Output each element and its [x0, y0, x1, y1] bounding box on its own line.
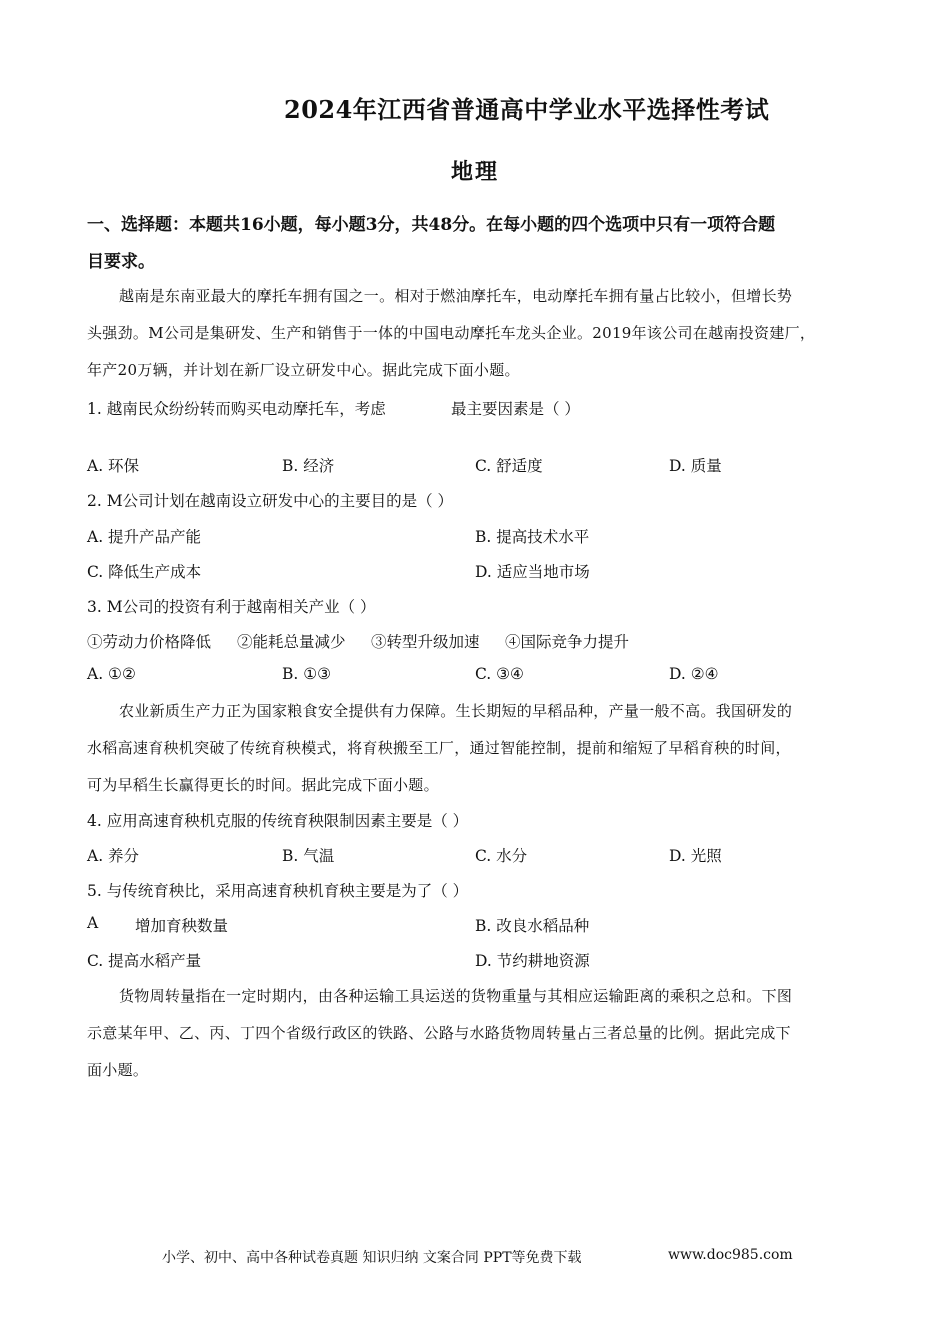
q3-item-2: ②能耗总量减少: [237, 633, 346, 651]
passage2-line1: 农业新质生产力正为国家粮食安全提供有力保障。生长期短的早稻品种，产量一般不高。我国研发的: [119, 702, 793, 720]
q3-option-c: C. ③④: [475, 665, 524, 683]
q1-stem-part2: 最主要因素是（ ）: [451, 400, 580, 418]
footer-url[interactable]: www.doc985.com: [668, 1247, 793, 1263]
q2-option-a: A. 提升产品产能: [87, 528, 202, 546]
q1-option-c: C. 舒适度: [475, 457, 543, 475]
q4-stem: 4. 应用高速育秧机克服的传统育秧限制因素主要是（ ）: [87, 812, 469, 830]
q4-option-a: A. 养分: [87, 847, 140, 865]
q2-option-d: D. 适应当地市场: [475, 563, 590, 581]
q3-item-4: ④国际竞争力提升: [505, 633, 630, 651]
q1-option-d: D. 质量: [669, 457, 722, 475]
q3-option-a: A. ①②: [87, 665, 136, 683]
q3-option-d: D. ②④: [669, 665, 719, 683]
passage1-line2: 头强劲。M公司是集研发、生产和销售于一体的中国电动摩托车龙头企业。2019年该公司在越南投资建厂，: [87, 324, 816, 342]
q4-option-d: D. 光照: [669, 847, 722, 865]
q3-stem: 3. M公司的投资有利于越南相关产业（ ）: [87, 598, 376, 616]
q2-option-b: B. 提高技术水平: [475, 528, 590, 546]
q5-stem: 5. 与传统育秧比，采用高速育秧机育秧主要是为了（ ）: [87, 882, 469, 900]
q3-item-3: ③转型升级加速: [371, 633, 480, 651]
q5-option-a-text: 增加育秧数量: [135, 917, 229, 935]
q4-option-c: C. 水分: [475, 847, 528, 865]
q2-option-c: C. 降低生产成本: [87, 563, 202, 581]
subject-title: 地理: [451, 159, 500, 185]
q1-stem-part1: 1. 越南民众纷纷转而购买电动摩托车，考虑: [87, 400, 386, 418]
section-heading-line2: 目要求。: [87, 252, 155, 272]
passage1-line3: 年产20万辆，并计划在新厂设立研发中心。据此完成下面小题。: [87, 361, 520, 379]
passage3-line3: 面小题。: [87, 1061, 149, 1079]
section-heading-line1: 一、选择题：本题共16小题，每小题3分，共48分。在每小题的四个选项中只有一项符合题: [87, 215, 776, 235]
footer-text: 小学、初中、高中各种试卷真题 知识归纳 文案合同 PPT等免费下载: [162, 1250, 582, 1266]
q2-stem: 2. M公司计划在越南设立研发中心的主要目的是（ ）: [87, 492, 454, 510]
q1-option-b: B. 经济: [282, 457, 335, 475]
passage2-line3: 可为早稻生长赢得更长的时间。据此完成下面小题。: [87, 776, 439, 794]
q3-item-1: ①劳动力价格降低: [87, 633, 212, 651]
q5-option-a-letter: A: [87, 914, 99, 932]
q3-option-b: B. ①③: [282, 665, 332, 683]
passage2-line2: 水稻高速育秧机突破了传统育秧模式，将育秧搬至工厂，通过智能控制，提前和缩短了早稻育秧的时间，: [87, 739, 791, 757]
q1-option-a: A. 环保: [87, 457, 140, 475]
passage3-line2: 示意某年甲、乙、丙、丁四个省级行政区的铁路、公路与水路货物周转量占三者总量的比例。据此完成下: [87, 1024, 791, 1042]
q5-option-b: B. 改良水稻品种: [475, 917, 590, 935]
passage3-line1: 货物周转量指在一定时期内，由各种运输工具运送的货物重量与其相应运输距离的乘积之总和。下图: [119, 987, 793, 1005]
q5-option-c: C. 提高水稻产量: [87, 952, 202, 970]
passage1-line1: 越南是东南亚最大的摩托车拥有国之一。相对于燃油摩托车，电动摩托车拥有量占比较小，但增长势: [119, 287, 793, 305]
exam-title: 2024年江西省普通高中学业水平选择性考试: [284, 95, 770, 124]
q4-option-b: B. 气温: [282, 847, 335, 865]
q5-option-d: D. 节约耕地资源: [475, 952, 590, 970]
